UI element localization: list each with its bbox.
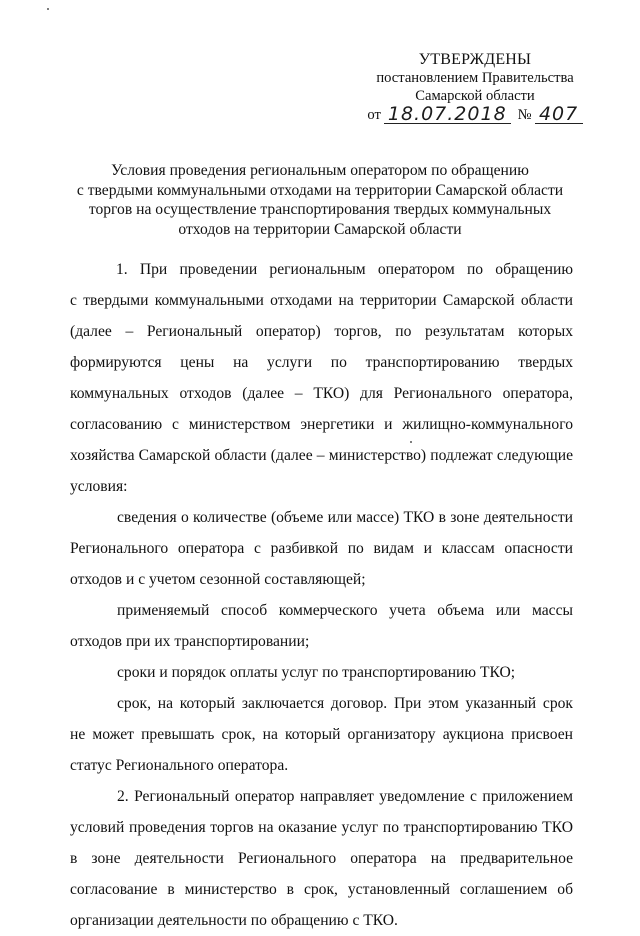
- body-line: сведения о количестве (объеме или массе) ТКО в зоне деятельности: [117, 509, 573, 526]
- body-line: срок, на который заключается договор. При этом указанный срок: [117, 695, 573, 712]
- body-line: 2. Региональный оператор направляет уведомление с приложением: [117, 788, 573, 805]
- approval-date-line: [360, 105, 590, 124]
- body-line: коммунальных отходов (далее – ТКО) для Регионального оператора,: [70, 385, 573, 402]
- body-line: хозяйства Самарской области (далее – министерство) подлежат следующие: [70, 447, 573, 464]
- body-line: сроки и порядок оплаты услуг по транспортированию ТКО;: [117, 664, 516, 681]
- approval-line-1: постановлением Правительства: [376, 70, 574, 86]
- body-line: в зоне деятельности Регионального оператора на предварительное: [70, 850, 573, 867]
- heading-line: с твердыми коммунальными отходами на территории Самарской области: [76, 181, 564, 199]
- document-body: [70, 254, 573, 936]
- handwritten-date: 18.07.2018: [384, 105, 511, 124]
- approval-stamp: [360, 51, 590, 124]
- body-line: не может превышать срок, на который организатору аукциона присвоен: [70, 726, 573, 743]
- heading-line: Условия проведения региональным оператором по обращению: [111, 162, 529, 179]
- body-line: формируются цены на услуги по транспортированию твердых: [70, 354, 573, 371]
- body-line: согласование в министерство в срок, установленный соглашением об: [70, 881, 573, 898]
- body-line: отходов при их транспортировании;: [70, 633, 310, 650]
- number-prefix: №: [517, 107, 532, 123]
- handwritten-number: 407: [535, 105, 583, 124]
- body-line: Регионального оператора с разбивкой по видам и классам опасности: [70, 540, 573, 557]
- body-line: 1. При проведении региональным оператором по обращению: [116, 261, 573, 278]
- body-line: условий проведения торгов на оказание услуг по транспортированию ТКО: [70, 819, 573, 836]
- approval-line-2: Самарской области: [415, 88, 535, 104]
- heading-line: отходов на территории Самарской области: [178, 220, 462, 238]
- heading-line: торгов на осуществление транспортирования твердых коммунальных: [88, 201, 552, 218]
- scan-mark: [47, 8, 49, 10]
- body-line: (далее – Региональный оператор) торгов, по результатам которых: [70, 323, 573, 340]
- body-line: отходов и с учетом сезонной составляющей;: [70, 571, 366, 588]
- body-line: статус Регионального оператора.: [70, 757, 289, 774]
- approval-title: УТВЕРЖДЕНЫ: [418, 51, 532, 68]
- document-heading: [60, 161, 580, 239]
- body-line: организации деятельности по обращению с ТКО.: [70, 912, 398, 929]
- date-prefix: от: [367, 107, 381, 123]
- body-line: с твердыми коммунальными отходами на территории Самарской области: [70, 292, 573, 309]
- body-line: применяемый способ коммерческого учета объема или массы: [117, 602, 573, 619]
- body-line: условия:: [70, 478, 128, 495]
- body-line: согласованию с министерством энергетики и жилищно-коммунального: [70, 416, 573, 433]
